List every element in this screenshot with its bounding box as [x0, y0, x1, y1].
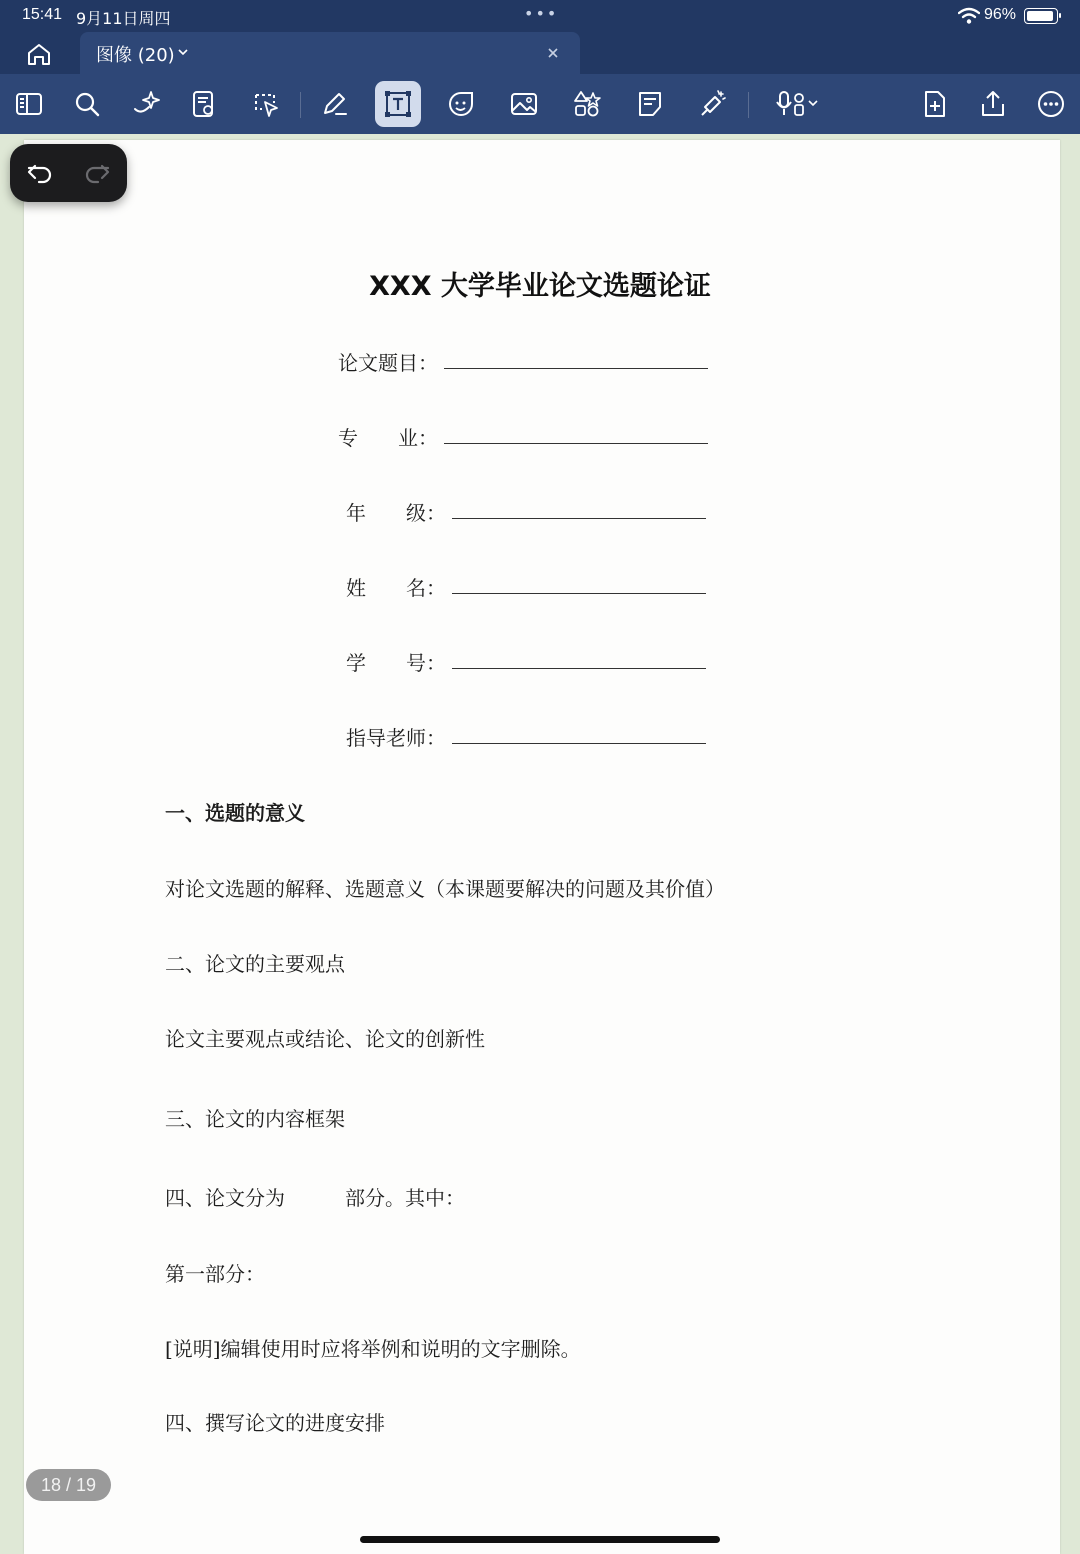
battery-icon: [1024, 8, 1058, 24]
undo-icon[interactable]: [25, 158, 55, 188]
more-button[interactable]: [1029, 82, 1073, 126]
search-icon: [72, 89, 102, 119]
field-line-grade: [452, 518, 706, 519]
share-button[interactable]: [971, 82, 1015, 126]
wifi-icon: [958, 7, 980, 25]
shapes-button[interactable]: [565, 82, 609, 126]
home-indicator[interactable]: [360, 1536, 720, 1543]
field-line-advisor: [452, 743, 706, 744]
field-label-name: 姓 名：: [346, 576, 446, 600]
field-line-name: [452, 593, 706, 594]
section-heading-schedule: 四、撰写论文的进度安排: [165, 1411, 385, 1435]
section-text-note: [说明]编辑使用时应将举例和说明的文字删除。: [165, 1337, 581, 1361]
audio-record-button[interactable]: [766, 82, 828, 126]
laser-pointer-icon: [698, 89, 728, 119]
ai-assistant-button[interactable]: [124, 82, 168, 126]
status-time: 15:41: [22, 6, 63, 23]
search-button[interactable]: [65, 82, 109, 126]
toolbar-divider: [300, 92, 301, 118]
toolbar-divider: [748, 92, 749, 118]
close-icon[interactable]: [545, 45, 561, 61]
field-line-student-id: [452, 668, 706, 669]
text-box-icon: [383, 89, 413, 119]
status-date: 9月11日周四: [76, 9, 171, 28]
insert-image-button[interactable]: [502, 82, 546, 126]
field-label-thesis-title: 论文题目：: [338, 351, 438, 375]
status-bar: [0, 0, 1080, 32]
shapes-icon: [572, 89, 602, 119]
chevron-down-icon[interactable]: [177, 46, 189, 58]
field-label-advisor: 指导老师：: [346, 726, 446, 750]
page-manager-icon: [189, 89, 219, 119]
sidebar-toggle-button[interactable]: [7, 82, 51, 126]
add-page-button[interactable]: [913, 82, 957, 126]
pen-button[interactable]: [312, 82, 356, 126]
redo-icon[interactable]: [82, 158, 112, 188]
undo-redo-pill: [10, 144, 127, 202]
tab-title: 图像 (20): [96, 45, 175, 66]
field-line-thesis-title: [444, 368, 708, 369]
document-tab[interactable]: [80, 32, 580, 74]
home-icon[interactable]: [24, 40, 54, 68]
ai-sparkle-icon: [131, 89, 161, 119]
sidebar-toggle-icon: [14, 89, 44, 119]
more-icon: [1036, 89, 1066, 119]
lasso-select-icon: [250, 89, 280, 119]
section-text-part-one: 第一部分：: [165, 1262, 265, 1286]
share-icon: [978, 89, 1008, 119]
field-line-major: [444, 443, 708, 444]
section-heading-significance: 一、选题的意义: [165, 801, 305, 825]
tab-bar: [0, 32, 1080, 74]
image-icon: [509, 89, 539, 119]
audio-record-icon: [775, 89, 819, 119]
field-label-major: 专 业：: [338, 426, 438, 450]
text-box-button[interactable]: [375, 81, 421, 127]
page-manager-button[interactable]: [182, 82, 226, 126]
section-text-parts: 四、论文分为 部分。其中：: [165, 1186, 465, 1210]
section-heading-main-points: 二、论文的主要观点: [165, 952, 345, 976]
battery-percent: 96%: [984, 6, 1017, 23]
pen-icon: [319, 89, 349, 119]
add-page-icon: [920, 89, 950, 119]
sticker-button[interactable]: [439, 82, 483, 126]
lasso-select-button[interactable]: [243, 82, 287, 126]
sticky-note-icon: [635, 89, 665, 119]
field-label-grade: 年 级：: [346, 501, 446, 525]
multitasking-dots-icon[interactable]: •••: [524, 4, 559, 23]
document-title: XXX 大学毕业论文选题论证: [369, 271, 711, 302]
app-header: [0, 0, 1080, 134]
section-text-significance: 对论文选题的解释、选题意义（本课题要解决的问题及其价值）: [165, 877, 725, 901]
laser-pointer-button[interactable]: [691, 82, 735, 126]
section-text-main-points: 论文主要观点或结论、论文的创新性: [165, 1027, 485, 1051]
page-indicator: 18 / 19: [26, 1469, 111, 1501]
field-label-student-id: 学 号：: [346, 651, 446, 675]
section-heading-framework: 三、论文的内容框架: [165, 1107, 345, 1131]
toolbar: [0, 74, 1080, 134]
sticky-note-button[interactable]: [628, 82, 672, 126]
shape-sticker-icon: [446, 89, 476, 119]
